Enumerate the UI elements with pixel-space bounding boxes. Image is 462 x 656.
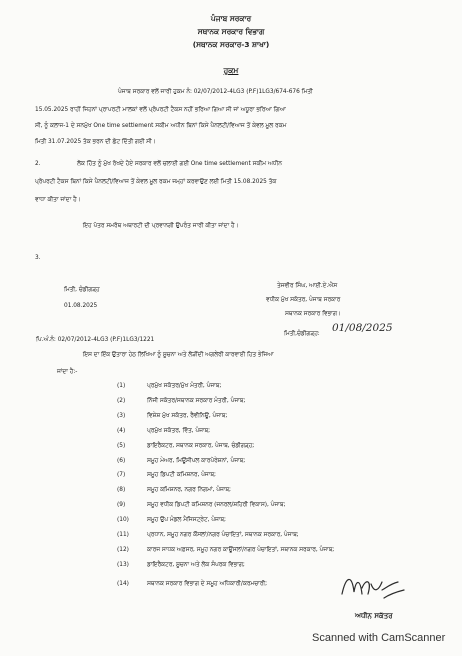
para1-line4: ਮਿਤੀ 31.07.2025 ਤੱਕ ਭਰਨ ਦੀ ਛੋਟ ਦਿੱਤੀ ਗਈ ਸੀ। — [35, 139, 156, 145]
signatory-designation: ਵਧੀਕ ਮੁੱਖ ਸਕੱਤਰ, ਪੰਜਾਬ ਸਰਕਾਰ — [266, 297, 341, 303]
signatory-name: ਤੇਜਵੀਰ ਸਿੰਘ, ਆਈ.ਏ.ਐਸ — [277, 283, 338, 289]
scanner-watermark: Scanned with CamScanner — [312, 632, 446, 644]
recipient-number: (13) — [117, 562, 129, 568]
recipient-text: ਕਾਰਜ ਸਾਧਕ ਅਫ਼ਸਰ, ਸਮੂਹ ਨਗਰ ਕਾਊਂਸਲਾਂ/ਨਗਰ ਪੰਚਾਇਤਾਂ, ਸਥਾਨਕ ਸਰਕਾਰ, ਪੰਜਾਬ; — [147, 547, 335, 553]
recipient-number: (5) — [117, 443, 126, 449]
header-department: ਸਥਾਨਕ ਸਰਕਾਰ ਵਿਭਾਗ — [197, 27, 265, 36]
recipient-text: ਸਮੂਹ ਡਿਪਟੀ ਕਮਿਸ਼ਨਰ, ਪੰਜਾਬ; — [147, 472, 216, 478]
endorsement-line1: ਇਸ ਦਾ ਇੱਕ ਉਤਾਰਾ ਹੇਠ ਲਿਖਿਆ ਨੂੰ ਸੂਚਨਾ ਅਤੇ ਲੋੜੀਂਦੀ ਅਗਲੇਰੀ ਕਾਰਵਾਈ ਹਿਤ ਭੇਜਿਆ — [83, 352, 274, 358]
recipient-text: ਡਾਇਰੈਕਟਰ, ਸੂਚਨਾ ਅਤੇ ਲੋਕ ਸੰਪਰਕ ਵਿਭਾਗ; — [147, 562, 245, 568]
endorsement-date-handwritten: 01/08/2025 — [332, 322, 393, 334]
recipient-text: ਸਮੂਹ ਉਪ ਮੰਡਲ ਮੈਜਿਸਟ੍ਰੇਟ, ਪੰਜਾਬ; — [147, 517, 226, 523]
recipient-text: ਸਮੂਹ ਮੇਅਰ, ਮਿਊਂਸੀਪਲ ਕਾਰਪੋਰੇਸ਼ਨਾਂ, ਪੰਜਾਬ; — [147, 458, 246, 464]
header-government: ਪੰਜਾਬ ਸਰਕਾਰ — [210, 14, 252, 23]
header-branch: (ਸਥਾਨਕ ਸਰਕਾਰ-3 ਸ਼ਾਖਾ) — [192, 40, 270, 49]
recipient-text: ਸਮੂਹ ਕਮਿਸ਼ਨਰ, ਨਗਰ ਨਿਗਮਾਂ, ਪੰਜਾਬ; — [147, 487, 231, 493]
closing-title: ਅਧੀਨ ਸਕੱਤਰ — [355, 612, 393, 620]
recipient-text: ਪ੍ਰਮੁੱਖ ਸਕੱਤਰ/ਮੁੱਖ ਮੰਤਰੀ, ਪੰਜਾਬ; — [147, 383, 222, 389]
para2-number: 2. — [35, 161, 41, 167]
para2-line1: ਲੋਕ ਹਿੱਤ ਨੂੰ ਮੁੱਖ ਰੱਖਦੇ ਹੋਏ ਸਰਕਾਰ ਵਲੋਂ ਚਲਾਈ ਗਈ One time settlement ਸਕੀਮ ਅਧੀਨ — [77, 161, 282, 167]
para2-line3: ਵਾਧਾ ਕੀਤਾ ਜਾਂਦਾ ਹੈ। — [35, 197, 81, 203]
recipient-text: ਡਾਇਰੈਕਟਰ, ਸਥਾਨਕ ਸਰਕਾਰ, ਪੰਜਾਬ, ਚੰਡੀਗੜ੍ਹ; — [147, 443, 255, 449]
recipient-number: (2) — [117, 398, 126, 404]
recipient-number: (10) — [117, 517, 129, 523]
recipient-text: ਪ੍ਰਧਾਨ, ਸਮੂਹ ਨਗਰ ਕੌਂਸਲਾਂ/ਨਗਰ ਪੰਚਾਇਤਾਂ, ਸਥਾਨਕ ਸਰਕਾਰ, ਪੰਜਾਬ; — [147, 532, 299, 538]
endorsement-line2: ਜਾਂਦਾ ਹੈ:- — [57, 369, 78, 375]
para1-line3: ਸੀ, ਨੂੰ ਕਲਾਜ-1 ਦੇ ਸਨਮੁੱਖ One time settlement ਸਕੀਮ ਅਧੀਨ ਬਿਨਾਂ ਕਿਸੇ ਪੈਨਲਟੀ/ਵਿਆਜ ਤੋਂ ਕੇਵਲ ਮੂਲ ਰਕਮ — [35, 123, 287, 129]
para1-line1: ਪੰਜਾਬ ਸਰਕਾਰ ਵਲੋਂ ਜਾਰੀ ਹੁਕਮ ਨੰ: 02/07/2012-4LG3 (P.F)1LG3/674-676 ਮਿਤੀ — [118, 89, 313, 95]
para1-line2: 15.05.2025 ਰਾਹੀਂ ਜਿਹਨਾਂ ਪ੍ਰਾਪਰਟੀ ਮਾਲਕਾਂ ਵਲੋਂ ਪ੍ਰੋਪਰਟੀ ਟੈਕਸ ਨਹੀਂ ਭਰਿਆ ਗਿਆ ਸੀ ਜਾਂ ਅਧੂਰਾ ਭਰਿਆ ਗਿਆ — [35, 107, 286, 113]
recipient-number: (1) — [117, 383, 126, 389]
recipient-number: (12) — [117, 547, 129, 553]
recipient-text: ਸਥਾਨਕ ਸਰਕਾਰ ਵਿਭਾਗ ਦੇ ਸਮੂਹ ਅਧਿਕਾਰੀ/ਕਰਮਚਾਰੀ; — [147, 581, 268, 587]
recipient-number: (3) — [117, 413, 126, 419]
recipient-number: (7) — [117, 472, 126, 478]
recipient-number: (4) — [117, 428, 126, 434]
para3-text: ਇਹ ਪੱਤਰ ਸਮਰੱਥ ਅਥਾਰਟੀ ਦੀ ਪ੍ਰਵਾਨਗੀ ਉਪਰੰਤ ਜਾਰੀ ਕੀਤਾ ਜਾਂਦਾ ਹੈ। — [83, 223, 239, 229]
recipient-text: ਨਿੱਜੀ ਸਕੱਤਰ/ਸਥਾਨਕ ਸਰਕਾਰ ਮੰਤਰੀ, ਪੰਜਾਬ; — [147, 398, 246, 404]
para3-number: 3. — [35, 255, 41, 261]
recipient-text: ਵਿਸ਼ੇਸ਼ ਮੁੱਖ ਸਕੱਤਰ, ਰੈਵੀਨਿਊ, ਪੰਜਾਬ; — [147, 413, 228, 419]
order-title: ਹੁਕਮ — [223, 66, 239, 75]
recipient-text: ਪ੍ਰਮੁੱਖ ਸਕੱਤਰ, ਵਿੱਤ, ਪੰਜਾਬ; — [147, 428, 211, 434]
signatory-department: ਸਥਾਨਕ ਸਰਕਾਰ ਵਿਭਾਗ। — [285, 311, 341, 317]
endorsement-date-label: ਮਿਤੀ,ਚੰਡੀਗੜ੍ਹ: — [284, 331, 320, 337]
recipient-number: (11) — [117, 532, 129, 538]
endorsement-ref: ਪਿ.ਅੰ.ਨੰ: 02/07/2012-4LG3 (P.F)1LG3/1221 — [36, 337, 155, 343]
recipient-number: (9) — [117, 502, 126, 508]
recipient-number: (14) — [117, 581, 129, 587]
recipient-number: (8) — [117, 487, 126, 493]
recipient-number: (6) — [117, 458, 126, 464]
issue-date: 01.08.2025 — [64, 303, 98, 309]
issue-place: ਮਿਤੀ, ਚੰਡੀਗੜ੍ਹ — [64, 287, 100, 293]
handwritten-signature — [338, 570, 410, 610]
para2-line2: ਪ੍ਰੋਪਰਟੀ ਟੈਕਸ ਬਿਨਾਂ ਕਿਸੇ ਪੈਨਲਟੀ/ਵਿਆਜ ਤੋਂ ਕੇਵਲ ਮੂਲ ਰਕਮ ਜਮ੍ਹਾਂ ਕਰਵਾਉਣ ਲਈ ਮਿਤੀ 15.08.2025 ਤੱਕ — [35, 179, 277, 185]
recipient-text: ਸਮੂਹ ਵਧੀਕ ਡਿਪਟੀ ਕਮਿਸ਼ਨਰ (ਜਨਰਲ/ਸ਼ਹਿਰੀ ਵਿਕਾਸ), ਪੰਜਾਬ; — [147, 502, 286, 508]
